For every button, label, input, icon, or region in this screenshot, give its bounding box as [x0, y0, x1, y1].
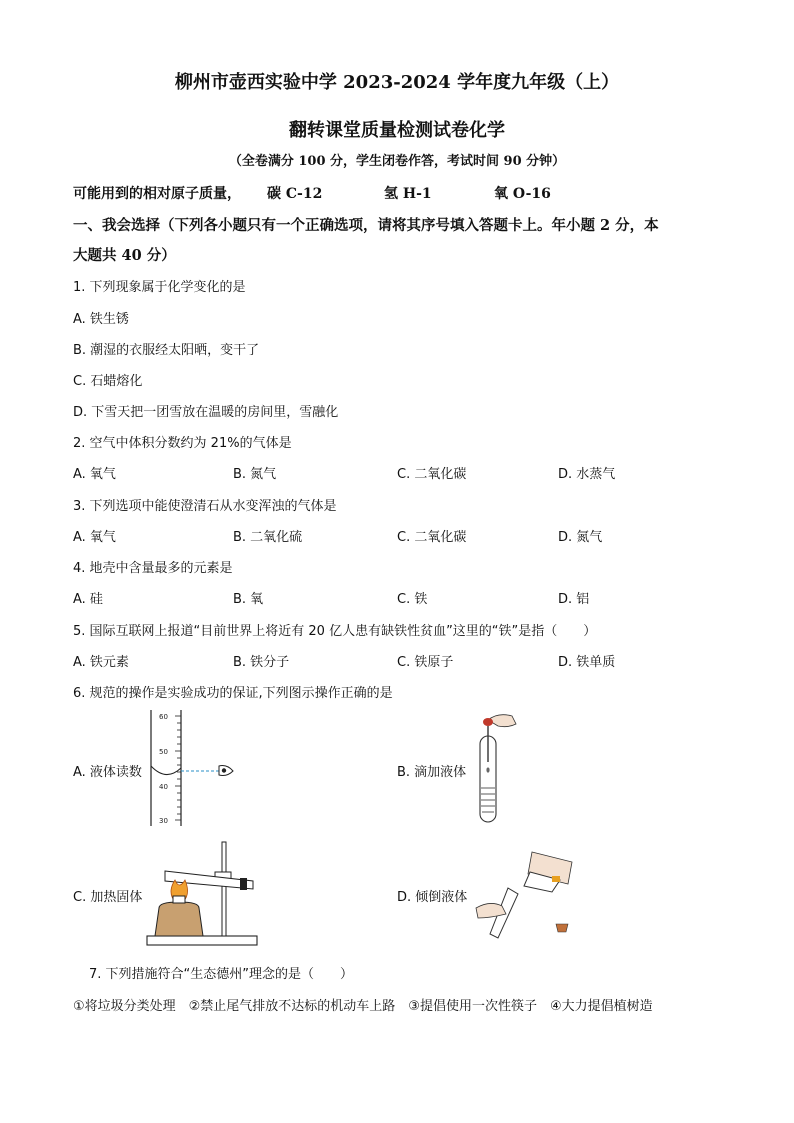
pouring-liquid-figure: [472, 848, 584, 944]
page-subtitle: 翻转课堂质量检测试卷化学: [289, 120, 505, 141]
question-5-option-a: A. 铁元素: [73, 655, 129, 670]
question-6-option-d: D. 倾倒液体: [397, 890, 468, 905]
alcohol-lamp: [155, 902, 203, 936]
stand-rod: [222, 842, 226, 936]
question-1-option-b: B. 潮湿的衣服经太阳晒，变干了: [73, 343, 260, 358]
liquid-meniscus: [151, 766, 181, 775]
question-3-option-a: A. 氧气: [73, 530, 116, 545]
stand-base: [147, 936, 257, 945]
heating-apparatus-figure: [145, 836, 270, 948]
question-5-option-b: B. 铁分子: [233, 655, 290, 670]
atomic-mass-label: 可能用到的相对原子质量，: [73, 186, 241, 202]
atomic-mass-o: 氧 O-16: [494, 186, 551, 202]
cylinder-tick-60: 60: [159, 713, 168, 721]
question-4-option-d: D. 铝: [558, 592, 590, 607]
question-6-option-a: A. 液体读数: [73, 765, 142, 780]
question-4-option-b: B. 氧: [233, 592, 264, 607]
atomic-mass-h: 氢 H-1: [384, 186, 432, 202]
question-3-option-b: B. 二氧化硫: [233, 530, 303, 545]
cylinder-tick-40: 40: [159, 783, 168, 791]
question-1-option-c: C. 石蜡熔化: [73, 374, 143, 389]
section-heading-cont: 大题共 40 分）: [73, 247, 176, 264]
question-4-option-c: C. 铁: [397, 592, 428, 607]
bottle-label: [552, 876, 560, 882]
question-4-option-a: A. 硅: [73, 592, 103, 607]
question-2-option-d: D. 水蒸气: [558, 467, 616, 482]
question-5-option-d: D. 铁单质: [558, 655, 616, 670]
dropper-bulb: [483, 718, 493, 726]
question-1-option-a: A. 铁生锈: [73, 312, 129, 327]
question-2-option-c: C. 二氧化碳: [397, 467, 467, 482]
question-1-option-d: D. 下雪天把一团雪放在温暖的房间里，雪融化: [73, 405, 339, 420]
cylinder-tick-30: 30: [159, 817, 168, 825]
bottle-cap: [556, 924, 568, 932]
question-2-option-b: B. 氮气: [233, 467, 277, 482]
graduated-cylinder-figure: [145, 706, 245, 830]
lamp-wick-holder: [173, 896, 185, 903]
dropper-figure: [468, 710, 520, 826]
atomic-mass-c: 碳 C-12: [267, 186, 323, 202]
exam-note: （全卷满分 100 分，学生闭卷作答，考试时间 90 分钟）: [228, 154, 566, 169]
question-7-stem: 7. 下列措施符合“生态德州”理念的是（ ）: [89, 967, 354, 982]
question-6-option-c: C. 加热固体: [73, 890, 143, 905]
test-tube-liquid: [481, 788, 495, 812]
question-2-stem: 2. 空气中体积分数约为 21%的气体是: [73, 436, 292, 451]
section-heading: 一、我会选择（下列各小题只有一个正确选项，请将其序号填入答题卡上。年小题 2 分，本: [73, 217, 659, 234]
question-2-option-a: A. 氧气: [73, 467, 116, 482]
liquid-drop: [486, 767, 489, 772]
question-3-stem: 3. 下列选项中能使澄清石从水变浑浊的气体是: [73, 499, 337, 514]
question-7-options: ①将垃圾分类处理 ②禁止尾气排放不达标的机动车上路 ③提倡使用一次性筷子 ④大力提倡植树造: [73, 999, 653, 1014]
cylinder-tick-50: 50: [159, 748, 168, 756]
question-4-stem: 4. 地壳中含量最多的元素是: [73, 561, 233, 576]
page-title: 柳州市壶西实验中学 2023-2024 学年度九年级（上）: [174, 72, 620, 93]
question-6-stem: 6. 规范的操作是实验成功的保证,下列图示操作正确的是: [73, 686, 393, 701]
test-tube-stopper: [240, 878, 247, 890]
cylinder-scale-ticks: [175, 716, 181, 820]
question-6-option-b: B. 滴加液体: [397, 765, 467, 780]
question-3-option-d: D. 氮气: [558, 530, 603, 545]
question-1-stem: 1. 下列现象属于化学变化的是: [73, 280, 246, 295]
question-5-stem: 5. 国际互联网上报道“目前世界上将近有 20 亿人患有缺铁性贫血”这里的“铁”是指（ ）: [73, 624, 597, 639]
question-5-option-c: C. 铁原子: [397, 655, 454, 670]
question-3-option-c: C. 二氧化碳: [397, 530, 467, 545]
